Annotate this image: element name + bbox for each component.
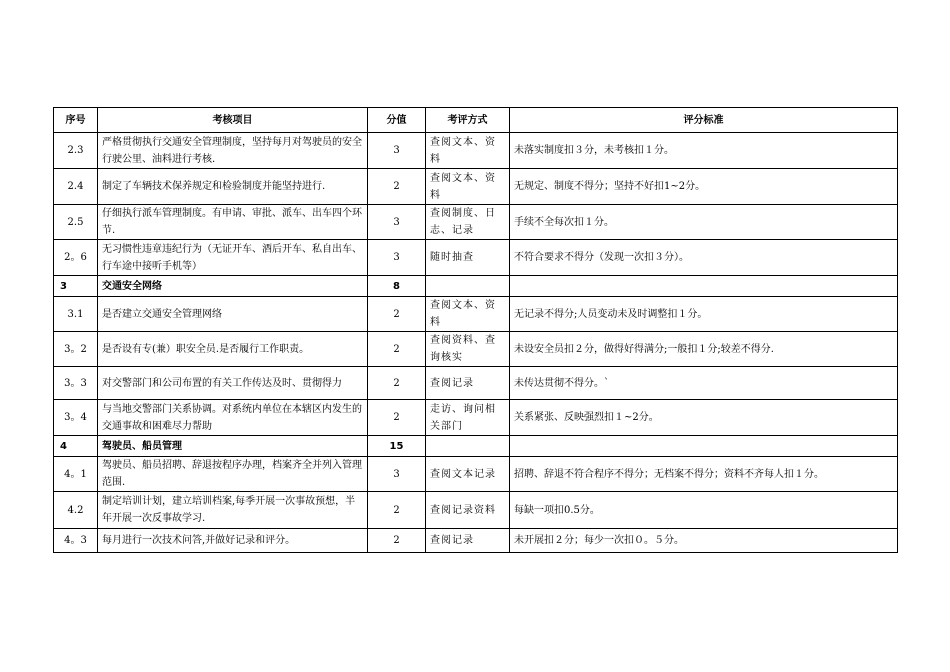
method-cell — [426, 436, 510, 457]
method-cell: 查阅文本、资料 — [426, 297, 510, 332]
header-item: 考核项目 — [98, 108, 368, 133]
score-cell: 8 — [368, 276, 426, 297]
method-cell: 查阅记录资料 — [426, 492, 510, 529]
table-row — [54, 169, 898, 205]
score-cell: 3 — [368, 240, 426, 276]
standard-cell — [510, 436, 898, 457]
score-cell: 2 — [368, 400, 426, 436]
method-cell: 查阅记录 — [426, 367, 510, 400]
table-row — [54, 332, 898, 367]
score-cell: 3 — [368, 457, 426, 492]
score-cell: 2 — [368, 332, 426, 367]
seq-cell: 3。2 — [54, 332, 98, 367]
header-seq: 序号 — [54, 108, 98, 133]
seq-cell: 4。1 — [54, 457, 98, 492]
seq-cell: 2.5 — [54, 205, 98, 240]
header-row — [54, 108, 898, 133]
header-score: 分值 — [368, 108, 426, 133]
table-row — [54, 367, 898, 400]
standard-cell: 关系紧张、反映强烈扣１~2分。 — [510, 400, 898, 436]
standard-cell: 无记录不得分;人员变动未及时调整扣１分。 — [510, 297, 898, 332]
score-cell: 2 — [368, 297, 426, 332]
table-row — [54, 205, 898, 240]
table-row — [54, 457, 898, 492]
seq-cell: 4。3 — [54, 529, 98, 553]
seq-cell: 2.4 — [54, 169, 98, 205]
seq-cell: 3。3 — [54, 367, 98, 400]
score-cell: 2 — [368, 492, 426, 529]
standard-cell: 未开展扣２分；每少一次扣０。５分。 — [510, 529, 898, 553]
method-cell: 查阅制度、日志、记录 — [426, 205, 510, 240]
standard-cell: 每缺一项扣0.5分。 — [510, 492, 898, 529]
standard-cell: 手续不全每次扣１分。 — [510, 205, 898, 240]
standard-cell: 未传达贯彻不得分。` — [510, 367, 898, 400]
item-cell: 每月进行一次技术问答,并做好记录和评分。 — [98, 529, 368, 553]
item-cell: 制定了车辆技术保养规定和检验制度并能坚持进行. — [98, 169, 368, 205]
item-cell: 交通安全网络 — [98, 276, 368, 297]
method-cell: 查阅资料、查询核实 — [426, 332, 510, 367]
score-cell: 3 — [368, 133, 426, 169]
table-row — [54, 133, 898, 169]
score-cell: 15 — [368, 436, 426, 457]
item-cell: 是否设有专(兼）职安全员.是否履行工作职责。 — [98, 332, 368, 367]
seq-cell: 4 — [54, 436, 98, 457]
score-cell: 2 — [368, 169, 426, 205]
section-row — [54, 276, 898, 297]
score-cell: 2 — [368, 367, 426, 400]
method-cell: 查阅文本、资料 — [426, 133, 510, 169]
standard-cell: 不符合要求不得分（发现一次扣３分）。 — [510, 240, 898, 276]
method-cell: 走访、询问相关部门 — [426, 400, 510, 436]
item-cell: 制定培训计划，建立培训档案,每季开展一次事故预想，半年开展一次反事故学习. — [98, 492, 368, 529]
seq-cell: 3 — [54, 276, 98, 297]
standard-cell: 招聘、辞退不符合程序不得分；无档案不得分；资料不齐每人扣１分。 — [510, 457, 898, 492]
standard-cell: 无规定、制度不得分；坚持不好扣1~2分。 — [510, 169, 898, 205]
item-cell: 与当地交警部门关系协调。对系统内单位在本辖区内发生的交通事故和困难尽力帮助 — [98, 400, 368, 436]
table-row — [54, 240, 898, 276]
item-cell: 驾驶员、船员招聘、辞退按程序办理，档案齐全并列入管理范围. — [98, 457, 368, 492]
item-cell: 是否建立交通安全管理网络 — [98, 297, 368, 332]
score-cell: 2 — [368, 529, 426, 553]
table-row — [54, 400, 898, 436]
standard-cell: 未落实制度扣３分，未考核扣１分。 — [510, 133, 898, 169]
table-row — [54, 529, 898, 553]
seq-cell: 2。6 — [54, 240, 98, 276]
item-cell: 仔细执行派车管理制度。有申请、审批、派车、出车四个环节. — [98, 205, 368, 240]
header-method: 考评方式 — [426, 108, 510, 133]
method-cell: 查阅文本、资料 — [426, 169, 510, 205]
standard-cell — [510, 276, 898, 297]
score-cell: 3 — [368, 205, 426, 240]
item-cell: 严格贯彻执行交通安全管理制度，坚持每月对驾驶员的安全行驶公里、油料进行考核. — [98, 133, 368, 169]
item-cell: 对交警部门和公司布置的有关工作传达及时、贯彻得力 — [98, 367, 368, 400]
assessment-table — [53, 107, 898, 553]
table-row — [54, 297, 898, 332]
seq-cell: 4.2 — [54, 492, 98, 529]
header-standard: 评分标准 — [510, 108, 898, 133]
section-row — [54, 436, 898, 457]
method-cell — [426, 276, 510, 297]
item-cell: 无习惯性违章违纪行为（无证开车、酒后开车、私自出车、行车途中接听手机等） — [98, 240, 368, 276]
method-cell: 查阅记录 — [426, 529, 510, 553]
table-row — [54, 492, 898, 529]
seq-cell: 2.3 — [54, 133, 98, 169]
seq-cell: 3.1 — [54, 297, 98, 332]
standard-cell: 未设安全员扣２分，做得好得满分;一般扣１分;较差不得分. — [510, 332, 898, 367]
item-cell: 驾驶员、船员管理 — [98, 436, 368, 457]
method-cell: 查阅文本记录 — [426, 457, 510, 492]
method-cell: 随时抽查 — [426, 240, 510, 276]
seq-cell: 3。4 — [54, 400, 98, 436]
